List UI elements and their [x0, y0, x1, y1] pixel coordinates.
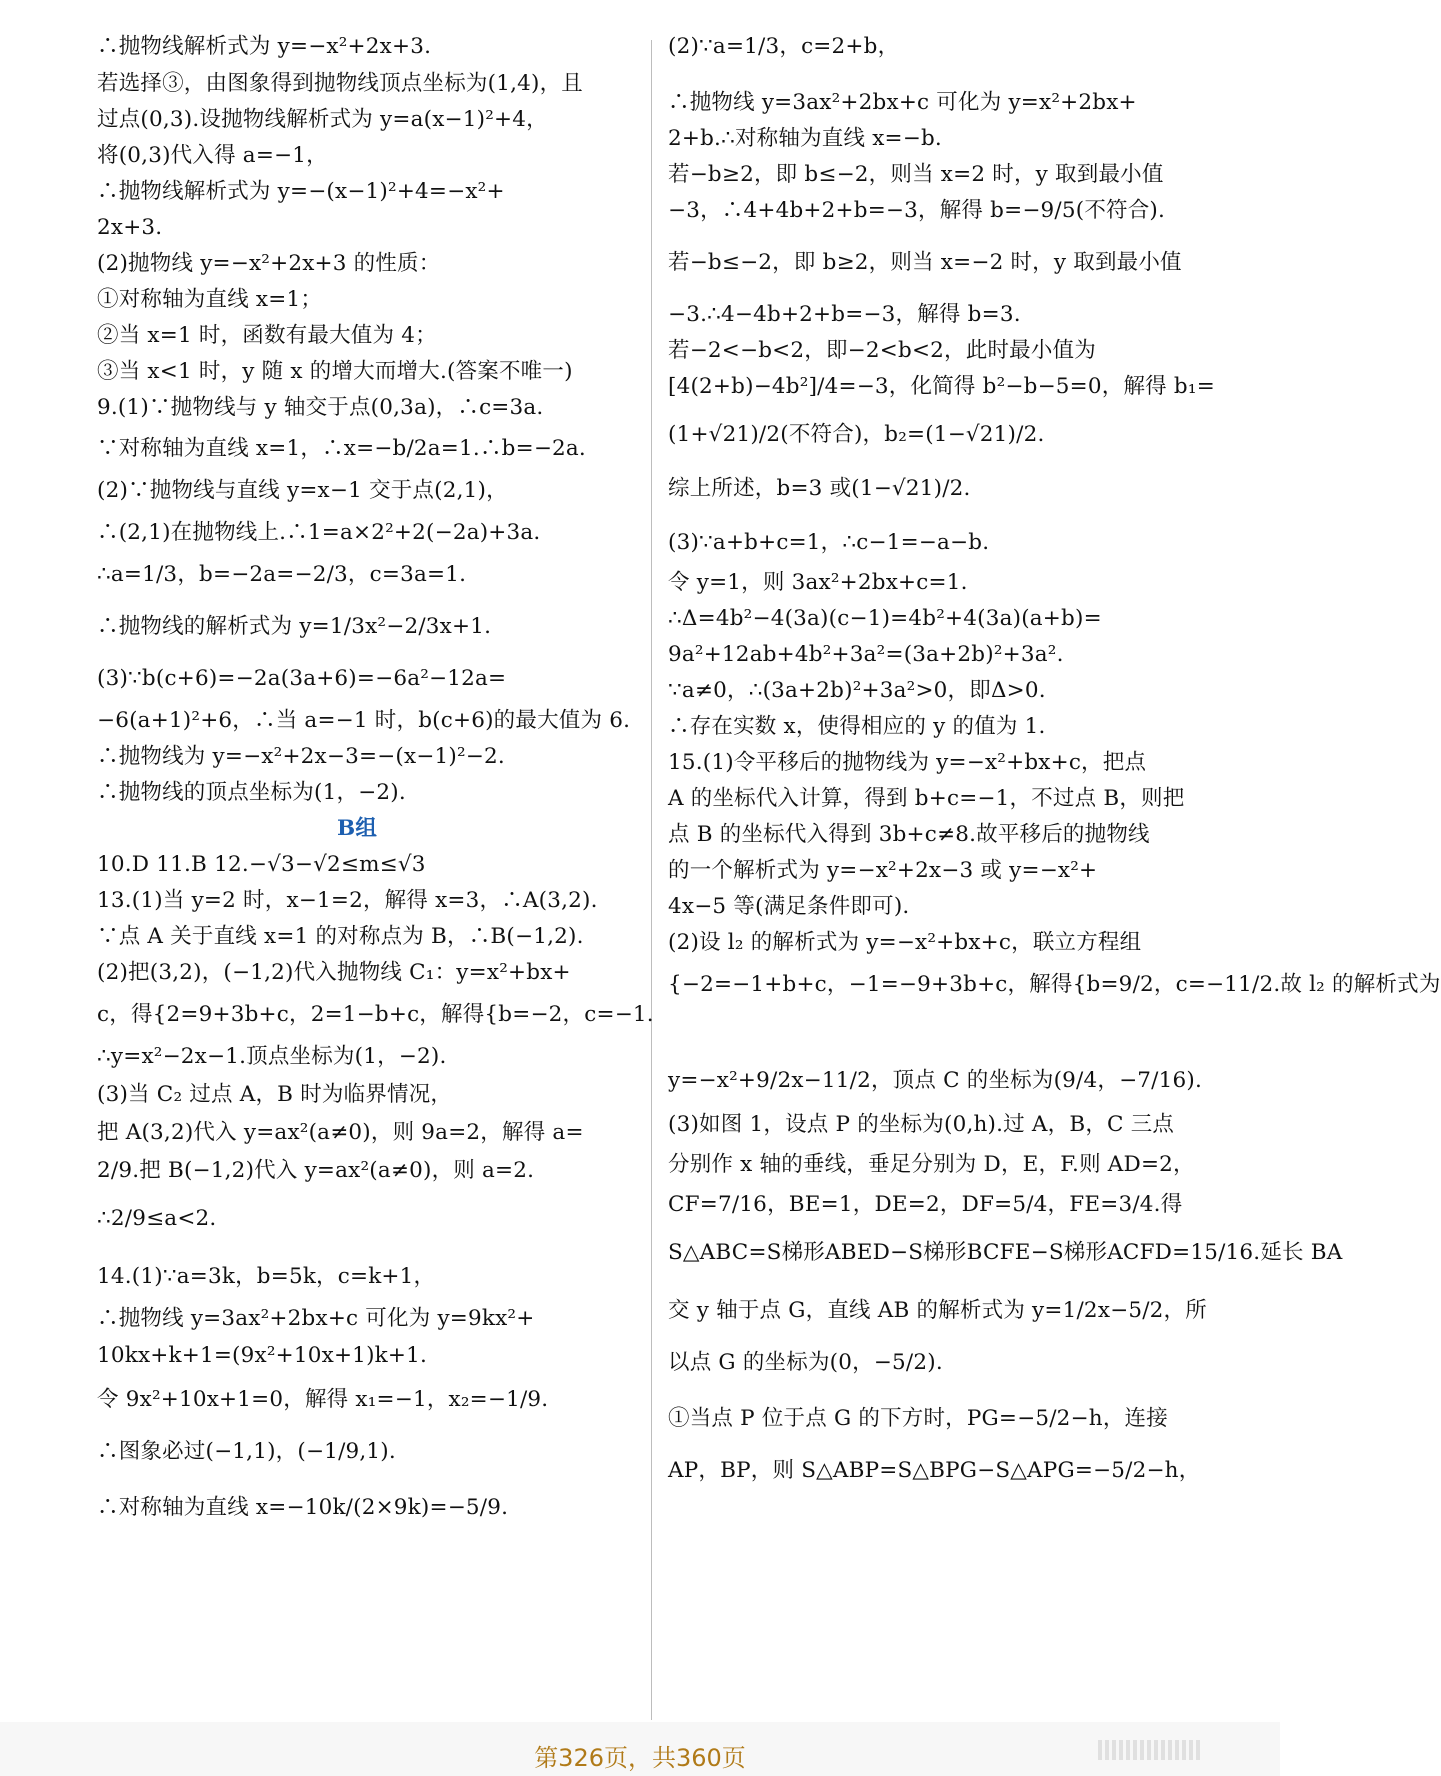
text-line: (3)∵a+b+c=1，∴c−1=−a−b.: [668, 530, 990, 555]
text-line: 若−b≥2，即 b≤−2，则当 x=2 时，y 取到最小值: [668, 162, 1164, 187]
text-line: 2x+3.: [97, 215, 163, 240]
text-line: 15.(1)令平移后的抛物线为 y=−x²+bx+c，把点: [668, 750, 1147, 775]
text-line: ∴抛物线 y=3ax²+2bx+c 可化为 y=9kx²+: [97, 1306, 535, 1331]
text-line: 综上所述，b=3 或(1−√21)/2.: [668, 476, 971, 501]
text-line: 交 y 轴于点 G，直线 AB 的解析式为 y=1/2x−5/2，所: [668, 1298, 1207, 1323]
page-tick: [1196, 1740, 1200, 1760]
page-tick: [1140, 1740, 1144, 1760]
text-line: (2)设 l₂ 的解析式为 y=−x²+bx+c，联立方程组: [668, 930, 1142, 955]
page-tick: [1133, 1740, 1137, 1760]
text-line: ②当 x=1 时，函数有最大值为 4；: [97, 323, 437, 348]
text-line: 若选择③，由图象得到抛物线顶点坐标为(1,4)，且: [97, 71, 583, 96]
page-progress-bar: [1098, 1740, 1203, 1764]
text-line: 14.(1)∵a=3k，b=5k，c=k+1，: [97, 1264, 436, 1289]
page-tick: [1098, 1740, 1102, 1760]
text-line: 将(0,3)代入得 a=−1，: [97, 143, 328, 168]
text-line: (2)∵a=1/3，c=2+b，: [668, 34, 900, 59]
text-line: (2)把(3,2)，(−1,2)代入抛物线 C₁：y=x²+bx+: [97, 960, 571, 985]
text-line: 的一个解析式为 y=−x²+2x−3 或 y=−x²+: [668, 858, 1098, 883]
text-line: −6(a+1)²+6，∴当 a=−1 时，b(c+6)的最大值为 6.: [97, 708, 631, 733]
text-line: CF=7/16，BE=1，DE=2，DF=5/4，FE=3/4.得: [668, 1192, 1183, 1217]
text-line: 点 B 的坐标代入得到 3b+c≠8.故平移后的抛物线: [668, 822, 1150, 847]
page-tick: [1154, 1740, 1158, 1760]
text-line: (3)如图 1，设点 P 的坐标为(0,h).过 A，B，C 三点: [668, 1112, 1175, 1137]
text-line: 4x−5 等(满足条件即可).: [668, 894, 910, 919]
text-line: ∴对称轴为直线 x=−10k/(2×9k)=−5/9.: [97, 1495, 509, 1520]
text-line: 分别作 x 轴的垂线，垂足分别为 D，E，F.则 AD=2，: [668, 1152, 1195, 1177]
text-line: ∴2/9≤a<2.: [97, 1206, 217, 1231]
text-line: ∴Δ=4b²−4(3a)(c−1)=4b²+4(3a)(a+b)=: [668, 606, 1102, 631]
text-line: ∴a=1/3，b=−2a=−2/3，c=3a=1.: [97, 562, 467, 587]
text-line: (3)∵b(c+6)=−2a(3a+6)=−6a²−12a=: [97, 666, 507, 691]
page-tick: [1126, 1740, 1130, 1760]
text-line: ∴(2,1)在抛物线上.∴1=a×2²+2(−2a)+3a.: [97, 520, 541, 545]
page-tick: [1119, 1740, 1123, 1760]
text-line: −3，∴4+4b+2+b=−3，解得 b=−9/5(不符合).: [668, 198, 1166, 223]
text-line: S△ABC=S梯形ABED−S梯形BCFE−S梯形ACFD=15/16.延长 BA: [668, 1240, 1343, 1265]
text-line: ①当点 P 位于点 G 的下方时，PG=−5/2−h，连接: [668, 1406, 1168, 1431]
text-line: ∴图象必过(−1,1)，(−1/9,1).: [97, 1439, 396, 1464]
text-line: ∴抛物线 y=3ax²+2bx+c 可化为 y=x²+2bx+: [668, 90, 1137, 115]
text-line: ③当 x<1 时，y 随 x 的增大而增大.(答案不唯一): [97, 359, 573, 384]
text-line: 2+b.∴对称轴为直线 x=−b.: [668, 126, 942, 151]
text-line: ①对称轴为直线 x=1；: [97, 287, 323, 312]
text-line: ∴抛物线的顶点坐标为(1，−2).: [97, 780, 406, 805]
text-line: ∴抛物线的解析式为 y=1/3x²−2/3x+1.: [97, 614, 492, 639]
text-line: (1+√21)/2(不符合)，b₂=(1−√21)/2.: [668, 422, 1045, 447]
text-line: y=−x²+9/2x−11/2，顶点 C 的坐标为(9/4，−7/16).: [668, 1068, 1202, 1093]
text-line: {−2=−1+b+c，−1=−9+3b+c，解得{b=9/2，c=−11/2.故 l₂ 的解析式为: [668, 972, 1441, 997]
text-line: ∴抛物线为 y=−x²+2x−3=−(x−1)²−2.: [97, 744, 505, 769]
text-line: ∴抛物线解析式为 y=−(x−1)²+4=−x²+: [97, 179, 505, 204]
text-line: 9.(1)∵抛物线与 y 轴交于点(0,3a)，∴c=3a.: [97, 395, 544, 420]
page-tick: [1168, 1740, 1172, 1760]
text-line: c，得{2=9+3b+c，2=1−b+c，解得{b=−2，c=−1.: [97, 1002, 654, 1027]
page-tick: [1147, 1740, 1151, 1760]
text-line: 9a²+12ab+4b²+3a²=(3a+2b)²+3a².: [668, 642, 1064, 667]
text-line: 2/9.把 B(−1,2)代入 y=ax²(a≠0)，则 a=2.: [97, 1158, 535, 1183]
text-line: 若−b≤−2，即 b≥2，则当 x=−2 时，y 取到最小值: [668, 250, 1182, 275]
text-line: (3)当 C₂ 过点 A，B 时为临界情况，: [97, 1082, 453, 1107]
text-line: ∵对称轴为直线 x=1，∴x=−b/2a=1.∴b=−2a.: [97, 436, 586, 461]
text-line: AP，BP，则 S△ABP=S△BPG−S△APG=−5/2−h，: [668, 1458, 1201, 1483]
column-divider: [651, 40, 652, 1720]
page-tick: [1182, 1740, 1186, 1760]
text-line: ∴y=x²−2x−1.顶点坐标为(1，−2).: [97, 1044, 447, 1069]
text-line: (2)抛物线 y=−x²+2x+3 的性质：: [97, 251, 441, 276]
page-tick: [1112, 1740, 1116, 1760]
section-heading: B组: [337, 816, 378, 841]
text-line: [4(2+b)−4b²]/4=−3，化简得 b²−b−5=0，解得 b₁=: [668, 374, 1215, 399]
text-line: 10kx+k+1=(9x²+10x+1)k+1.: [97, 1343, 428, 1368]
text-line: ∵a≠0，∴(3a+2b)²+3a²>0，即Δ>0.: [668, 678, 1046, 703]
text-line: ∴抛物线解析式为 y=−x²+2x+3.: [97, 34, 432, 59]
page-tick: [1161, 1740, 1165, 1760]
text-line: −3.∴4−4b+2+b=−3，解得 b=3.: [668, 302, 1021, 327]
page-tick: [1175, 1740, 1179, 1760]
text-line: 以点 G 的坐标为(0，−5/2).: [668, 1350, 943, 1375]
text-line: A 的坐标代入计算，得到 b+c=−1，不过点 B，则把: [668, 786, 1185, 811]
text-line: 把 A(3,2)代入 y=ax²(a≠0)，则 9a=2，解得 a=: [97, 1120, 584, 1145]
page-indicator: 第326页，共360页: [534, 1744, 746, 1772]
text-line: ∵点 A 关于直线 x=1 的对称点为 B，∴B(−1,2).: [97, 924, 584, 949]
text-line: 过点(0,3).设抛物线解析式为 y=a(x−1)²+4，: [97, 107, 548, 132]
text-line: (2)∵抛物线与直线 y=x−1 交于点(2,1)，: [97, 478, 508, 503]
page-tick: [1105, 1740, 1109, 1760]
text-line: 令 y=1，则 3ax²+2bx+c=1.: [668, 570, 968, 595]
page-tick: [1189, 1740, 1193, 1760]
text-line: 10.D 11.B 12.−√3−√2≤m≤√3: [97, 852, 426, 877]
text-line: 13.(1)当 y=2 时，x−1=2，解得 x=3，∴A(3,2).: [97, 888, 598, 913]
text-line: ∴存在实数 x，使得相应的 y 的值为 1.: [668, 714, 1046, 739]
text-line: 若−2<−b<2，即−2<b<2，此时最小值为: [668, 338, 1096, 363]
text-line: 令 9x²+10x+1=0，解得 x₁=−1，x₂=−1/9.: [97, 1387, 549, 1412]
